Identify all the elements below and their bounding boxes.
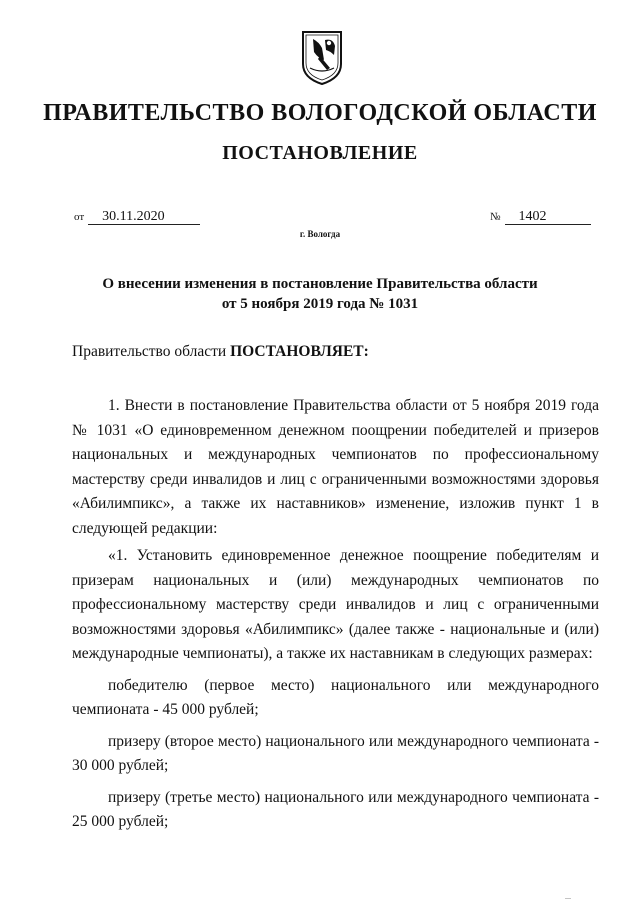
paragraph: победителю (первое место) национального или международного чемпионата - 45 000 рублей;	[72, 676, 599, 718]
page-mark: ...	[565, 892, 571, 901]
number-prefix: №	[490, 211, 501, 223]
document-type: ПОСТАНОВЛЕНИЕ	[222, 142, 418, 164]
paragraph: призеру (третье место) национального или международного чемпионата - 25 000 рублей;	[72, 788, 599, 830]
paragraph: «1. Установить единовременное денежное поощрение победителям и призерам национальных и (или) международных чемпионатов по профессиональному мастерству среди инвалидов и лиц с ограниченными возможностями здоровья «Абилимпикс» (далее также - национальные и (или) международные чемпионаты), а также их наставникам в следующих размерах:	[72, 547, 599, 662]
document-subject	[80, 274, 560, 314]
coat-of-arms-icon	[300, 28, 344, 86]
preamble-text: Правительство области	[72, 343, 231, 360]
document-number	[490, 209, 591, 225]
date-prefix: от	[74, 211, 85, 223]
document-date	[74, 209, 200, 225]
subject-line-1: О внесении изменения в постановление Правительства области	[102, 276, 538, 292]
paragraph: призеру (второе место) национального или международного чемпионата - 30 000 рублей;	[72, 732, 599, 774]
date-value: 30.11.2020	[88, 209, 200, 225]
number-value: 1402	[505, 209, 591, 225]
paragraph: 1. Внести в постановление Правительства области от 5 ноября 2019 года № 1031 «О единовременном денежном поощрении победителей и призеров национальных и международных чемпионатов по профессиональному мастерству среди инвалидов и лиц с ограниченными возможностями здоровья «Абилимпикс», а также их наставников» изменение, изложив пункт 1 в следующей редакции:	[72, 397, 599, 537]
subject-line-2: от 5 ноября 2019 года № 1031	[221, 296, 419, 312]
document-body	[72, 394, 599, 842]
organization-title: ПРАВИТЕЛЬСТВО ВОЛОГОДСКОЙ ОБЛАСТИ	[43, 100, 597, 126]
city-label: г. Вологда	[299, 229, 341, 239]
preamble	[72, 343, 369, 361]
preamble-resolve: ПОСТАНОВЛЯЕТ:	[230, 343, 369, 360]
